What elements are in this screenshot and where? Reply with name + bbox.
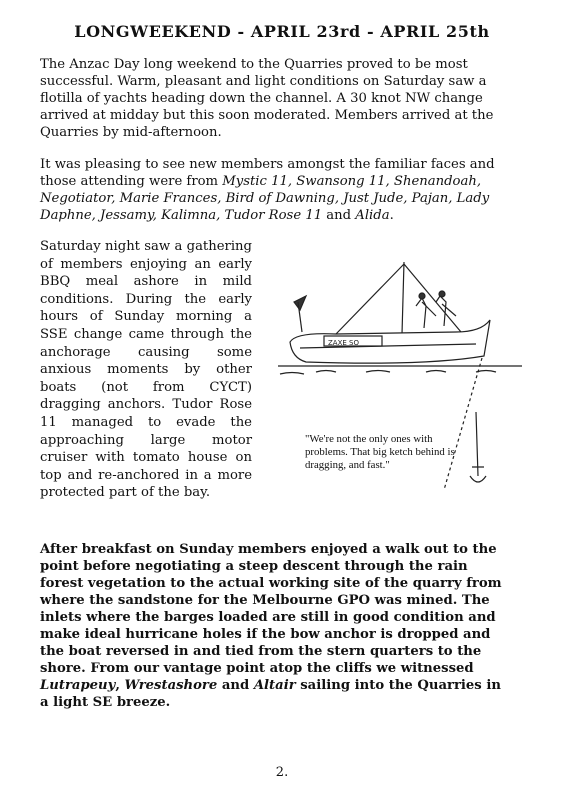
page-number: 2. — [275, 765, 289, 780]
boat-name: Wrestashore — [124, 678, 218, 693]
separator: , — [115, 678, 125, 693]
attendee-boat-list: Mystic 11, Swansong 11, Shenandoah, Negotiator, Marie Frances, Bird of Dawning, Just Jude, Pajan, Lady Daphne, Jessamy, Kalimna, Tudor Rose 11 — [40, 174, 490, 223]
boat-name: Lutrapeuy — [40, 678, 116, 693]
walk-text: After breakfast on Sunday members enjoyed a walk out to the point before negotiating a steep descent through the rain forest vegetation to the actual working site of the quarry from where the sandstone for the Melbourne GPO was mined. The inlets where the barges loaded are still in good condition and make ideal hurricane holes if the bow anchor is dropped and the boat reversed in and tied from the stern quarters to the shore. From our vantage point atop the cliffs we witnessed — [40, 542, 502, 676]
attendees-and: and — [322, 208, 356, 223]
svg-text:ZAXE SO: ZAXE SO — [328, 339, 359, 347]
walk-text-end: sailing into the Quarries in a light SE breeze. — [40, 678, 501, 710]
paragraph-intro: The Anzac Day long weekend to the Quarries proved to be most successful. Warm, pleasant and light conditions on Saturday saw a flotilla of yachts heading down the channel. A 30 knot NW change arrived at midday but this soon moderated. Members arrived at the Quarries by mid-afternoon. — [40, 57, 494, 140]
cartoon-caption: "We're not the only ones with problems. That big ketch behind is dragging, and fast." — [305, 433, 455, 471]
attendees-end: . — [389, 208, 394, 223]
boat-cartoon-icon — [276, 262, 524, 524]
conjunction: and — [217, 678, 254, 693]
boat-name: Altair — [253, 678, 296, 693]
attendees-lead: It was pleasing to see new members amongst the familiar faces and those attending were from — [40, 157, 495, 189]
page-title: LONGWEEKEND - APRIL 23rd - APRIL 25th — [74, 22, 490, 41]
paragraph-saturday-night: Saturday night saw a gathering of members enjoying an early BBQ meal ashore in mild conditions. During the early hours of Sunday morning a SSE change came through the anchorage causing some anxious moments by other boats (not from CYCT) dragging anchors. Tudor Rose 11 managed to evade the approaching large motor cruiser with tomato house on top and re-anchored in a more protected part of the bay. — [40, 239, 252, 501]
paragraph-attendees — [40, 156, 514, 224]
attendee-boat-last: Alida — [355, 208, 390, 223]
cartoon-illustration — [276, 262, 524, 524]
paragraph-sunday-walk — [40, 541, 514, 711]
